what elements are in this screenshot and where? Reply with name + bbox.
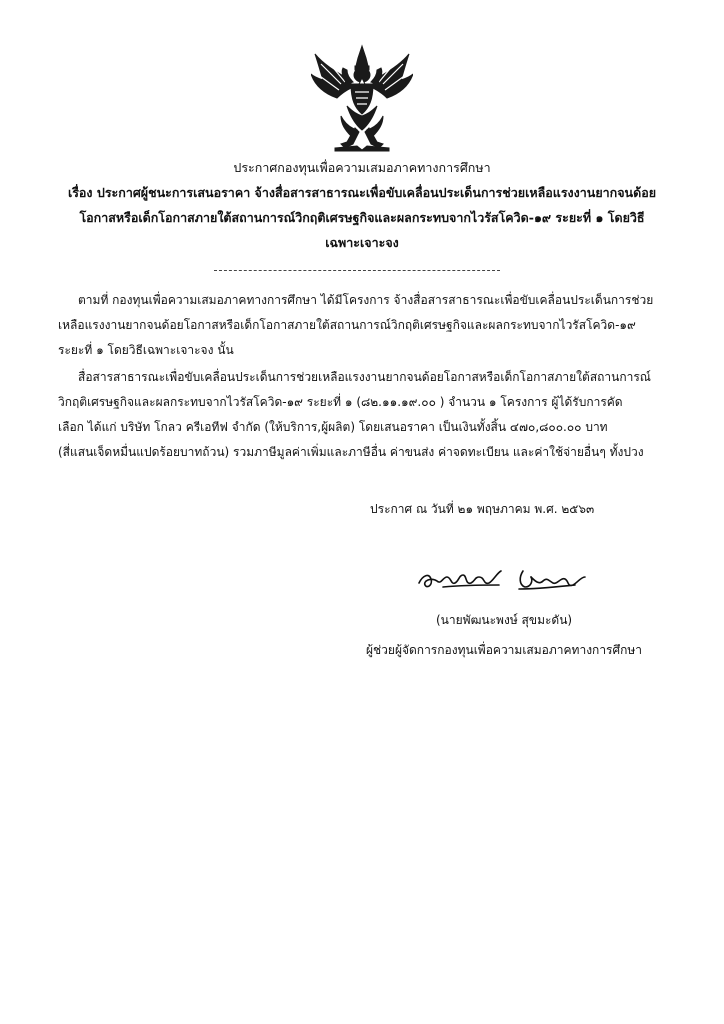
paragraph-2-line-1: สื่อสารสาธารณะเพื่อขับเคลื่อนประเด็นการช่วยเหลือแรงงานยากจนด้อยโอกาสหรือเด็กโอกาสภายใต้สถานการณ์ bbox=[78, 370, 651, 384]
handwritten-signature bbox=[415, 563, 590, 597]
signer-title: ผู้ช่วยผู้จัดการกองทุนเพื่อความเสมอภาคทางการศึกษา bbox=[366, 643, 643, 657]
paragraph-1 bbox=[58, 288, 668, 363]
separator-line bbox=[214, 270, 500, 271]
heading-subject-line-1: เรื่อง ประกาศผู้ชนะการเสนอราคา จ้างสื่อสารสาธารณะเพื่อขับเคลื่อนประเด็นการช่วยเหลือแรงงานยากจนด้อย bbox=[67, 185, 657, 200]
signer-name: (นายพัฒนะพงษ์ สุขมะดัน) bbox=[436, 613, 573, 627]
heading-subject-line-3: เฉพาะเจาะจง bbox=[325, 235, 399, 250]
paragraph-1-line-3: ระยะที่ ๑ โดยวิธีเฉพาะเจาะจง นั้น bbox=[58, 343, 234, 357]
garuda-emblem bbox=[311, 44, 413, 152]
paragraph-1-line-1: ตามที่ กองทุนเพื่อความเสมอภาคทางการศึกษา ได้มีโครงการ จ้างสื่อสารสาธารณะเพื่อขับเคลื่อนประเด็นการช่วย bbox=[78, 293, 654, 307]
announcement-date: ประกาศ ณ วันที่ ๒๑ พฤษภาคม พ.ศ. ๒๕๖๓ bbox=[370, 502, 595, 516]
paragraph-1-line-2: เหลือแรงงานยากจนด้อยโอกาสหรือเด็กโอกาสภายใต้สถานการณ์วิกฤติเศรษฐกิจและผลกระทบจากไวรัสโควิด-๑๙ bbox=[58, 318, 636, 332]
heading-subject-line-2: โอกาสหรือเด็กโอกาสภายใต้สถานการณ์วิกฤติเศรษฐกิจและผลกระทบจากไวรัสโควิด-๑๙ ระยะที่ ๑ โดยวิธี bbox=[79, 210, 645, 225]
paragraph-2 bbox=[58, 365, 668, 465]
paragraph-2-line-4: (สี่แสนเจ็ดหมื่นแปดร้อยบาทถ้วน) รวมภาษีมูลค่าเพิ่มและภาษีอื่น ค่าขนส่ง ค่าจดทะเบียน และค่าใช้จ่ายอื่นๆ ทั้งปวง bbox=[58, 445, 644, 459]
paragraph-2-line-3: เลือก ได้แก่ บริษัท โกลว ครีเอทีฟ จำกัด (ให้บริการ,ผู้ผลิต) โดยเสนอราคา เป็นเงินทั้งสิ้น ๔๗๐,๘๐๐.๐๐ บาท bbox=[58, 420, 608, 434]
announcement-heading bbox=[40, 155, 684, 255]
heading-org-line: ประกาศกองทุนเพื่อความเสมอภาคทางการศึกษา bbox=[233, 160, 491, 175]
paragraph-2-line-2: วิกฤติเศรษฐกิจและผลกระทบจากไวรัสโควิด-๑๙ ระยะที่ ๑ (๘๒.๑๑.๑๙.๐๐ ) จำนวน ๑ โครงการ ผู้ได้รับการคัด bbox=[58, 395, 623, 409]
